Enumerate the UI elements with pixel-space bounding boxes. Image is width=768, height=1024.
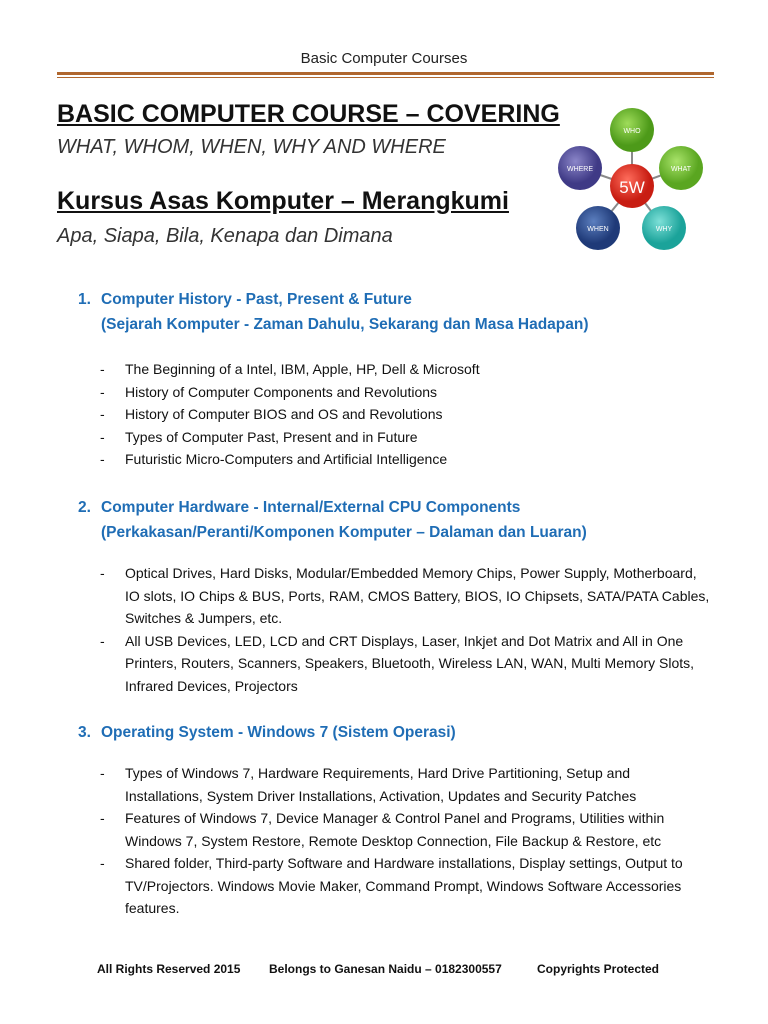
section-subheading: (Perkakasan/Peranti/Komponen Komputer – Dalaman dan Luaran) bbox=[101, 524, 587, 541]
list-item: - Optical Drives, Hard Disks, Modular/Embedded Memory Chips, Power Supply, Motherboard, IO slots, IO Chips & BUS, Ports, RAM, CMOS Battery, BIOS, IO Chipsets, SATA/PATA Cables, Switches & Jumpers, etc. bbox=[100, 562, 710, 630]
list-item: - Types of Computer Past, Present and in Future bbox=[100, 426, 710, 449]
logo-node-why bbox=[642, 206, 686, 250]
section-heading: 3. Operating System - Windows 7 (Sistem Operasi) bbox=[78, 724, 456, 741]
svg-text:WHY: WHY bbox=[655, 226, 673, 233]
svg-text:WHERE: WHERE bbox=[566, 166, 594, 173]
page-header-title: Basic Computer Courses bbox=[300, 50, 468, 67]
list-item: - Futuristic Micro-Computers and Artificial Intelligence bbox=[100, 448, 710, 471]
list-item: - History of Computer Components and Revolutions bbox=[100, 381, 710, 404]
logo-node-when bbox=[576, 206, 620, 250]
svg-text:WHEN: WHEN bbox=[587, 226, 609, 233]
list-item: - All USB Devices, LED, LCD and CRT Displays, Laser, Inkjet and Dot Matrix and All in One Printers, Routers, Scanners, Speakers, Bluetooth, Wireless LAN, WAN, Multi Memory Slots, Infrared Devices, Projectors bbox=[100, 630, 710, 698]
course-title-malay: Kursus Asas Komputer – Merangkumi bbox=[57, 187, 509, 215]
course-subtitle-malay: Apa, Siapa, Bila, Kenapa dan Dimana bbox=[57, 225, 393, 247]
logo-node-who bbox=[610, 108, 654, 152]
list-item: - History of Computer BIOS and OS and Revolutions bbox=[100, 403, 710, 426]
section-heading: 1. Computer History - Past, Present & Future bbox=[78, 291, 412, 308]
logo-node-what bbox=[659, 146, 703, 190]
section-3-list bbox=[100, 762, 710, 920]
footer-owner: Belongs to Ganesan Naidu – 0182300557 bbox=[269, 962, 502, 976]
section-computer-history bbox=[78, 287, 718, 337]
list-item: - Types of Windows 7, Hardware Requirements, Hard Drive Partitioning, Setup and Installations, System Driver Installations, Activation, Updates and Security Patches bbox=[100, 762, 710, 807]
logo-center-5w bbox=[610, 164, 654, 208]
section-computer-hardware bbox=[78, 495, 718, 545]
list-item: - The Beginning of a Intel, IBM, Apple, HP, Dell & Microsoft bbox=[100, 358, 710, 381]
section-2-list bbox=[100, 562, 710, 697]
course-subtitle-english: WHAT, WHOM, WHEN, WHY AND WHERE bbox=[57, 136, 446, 158]
header-rule-thin bbox=[57, 77, 714, 78]
svg-text:5W: 5W bbox=[619, 178, 645, 197]
section-subheading: (Sejarah Komputer - Zaman Dahulu, Sekarang dan Masa Hadapan) bbox=[101, 316, 589, 333]
section-heading: 2. Computer Hardware - Internal/External CPU Components bbox=[78, 499, 521, 516]
5w-logo bbox=[548, 100, 708, 260]
logo-node-where bbox=[558, 146, 602, 190]
course-title-english: BASIC COMPUTER COURSE – COVERING bbox=[57, 100, 560, 128]
list-item: - Features of Windows 7, Device Manager & Control Panel and Programs, Utilities within Windows 7, System Restore, Remote Desktop Connection, File Backup & Restore, etc bbox=[100, 807, 710, 852]
footer-rights: All Rights Reserved 2015 bbox=[97, 962, 241, 976]
svg-text:WHO: WHO bbox=[623, 128, 641, 135]
section-operating-system bbox=[78, 720, 718, 745]
svg-text:WHAT: WHAT bbox=[670, 166, 692, 173]
footer-copyright: Copyrights Protected bbox=[537, 962, 660, 976]
section-1-list bbox=[100, 358, 710, 471]
list-item: - Shared folder, Third-party Software and Hardware installations, Display settings, Output to TV/Projectors. Windows Movie Maker, Command Prompt, Windows Software Accessories features. bbox=[100, 852, 710, 920]
header-rule bbox=[57, 72, 714, 75]
